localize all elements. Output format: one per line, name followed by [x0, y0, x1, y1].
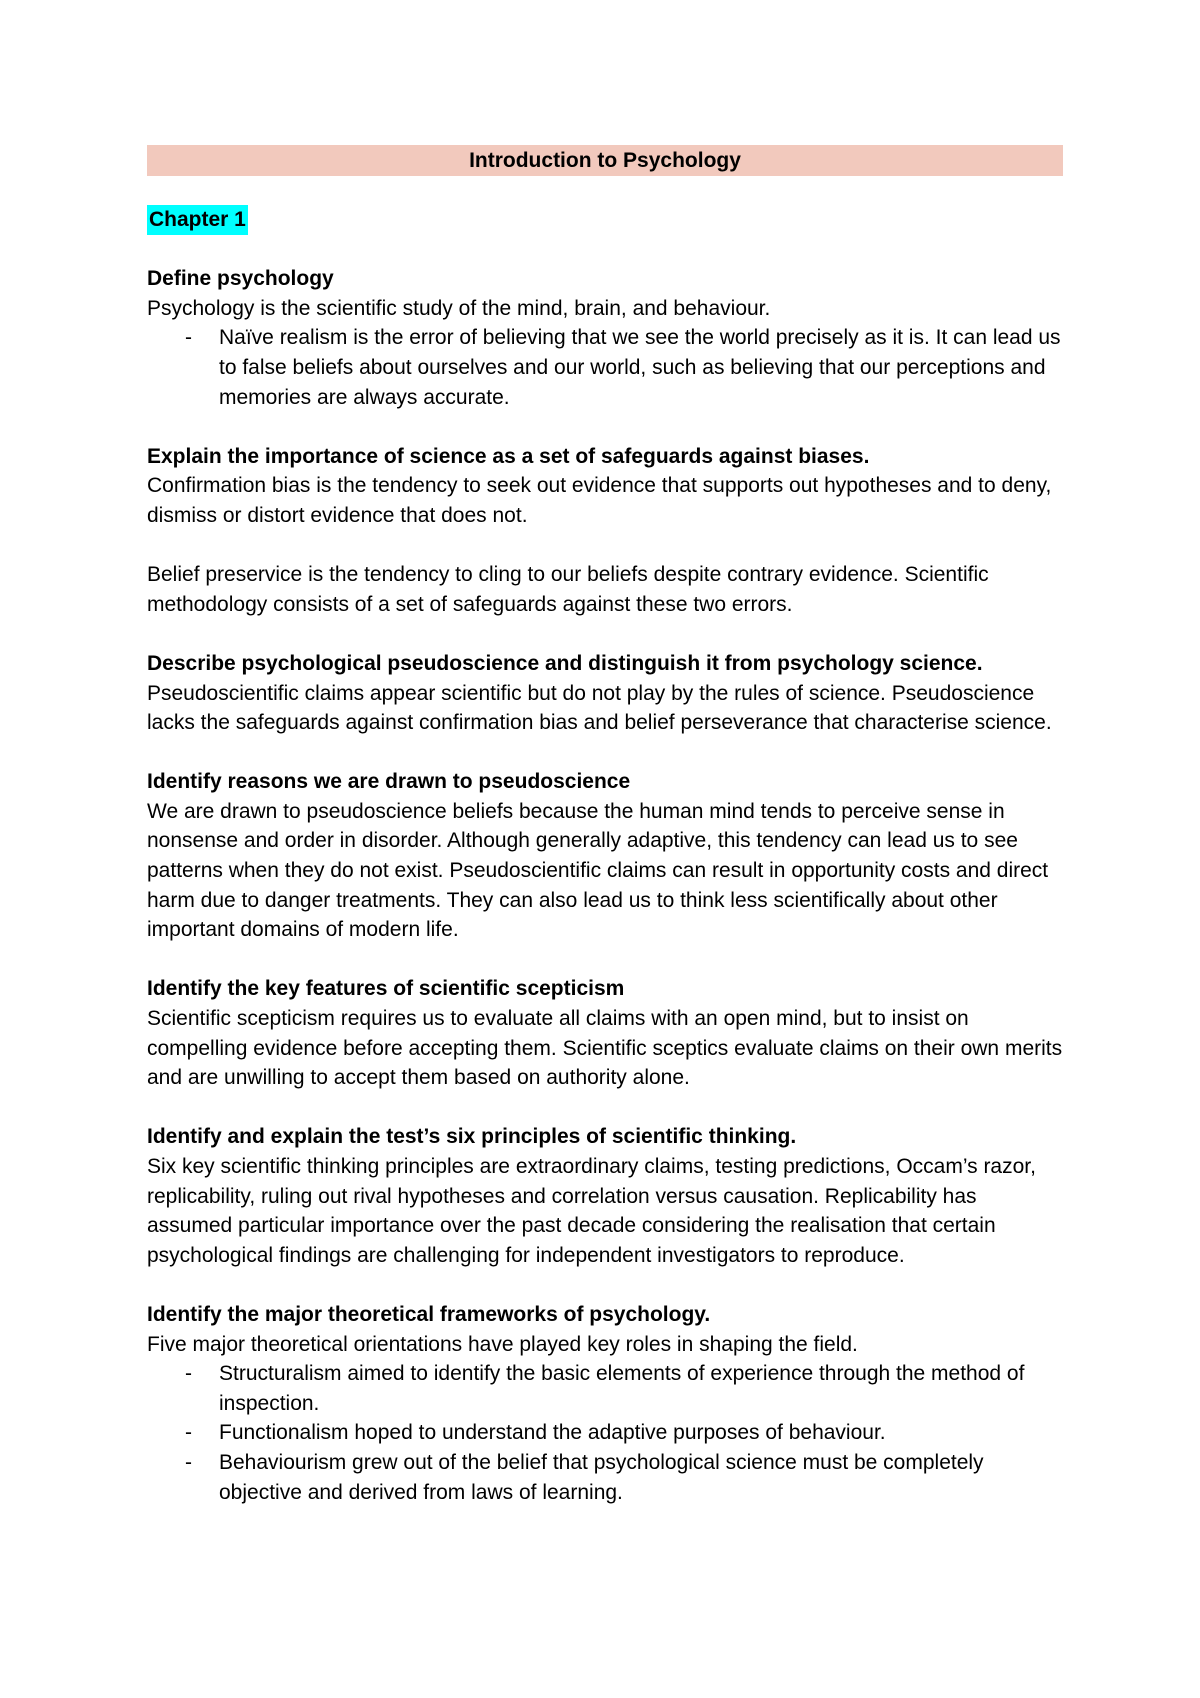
bullet-item: - Functionalism hoped to understand the adaptive purposes of behaviour. [147, 1418, 1063, 1448]
section-heading: Describe psychological pseudoscience and distinguish it from psychology science. [147, 651, 983, 675]
section-heading: Define psychology [147, 267, 334, 291]
section-heading: Identify reasons we are drawn to pseudoscience [147, 770, 631, 794]
bullet-item: - Behaviourism grew out of the belief that psychological science must be completely objective and derived from laws of learning. [147, 1448, 1063, 1507]
bullet-list [147, 323, 1063, 412]
section-paragraph: Pseudoscientific claims appear scientific but do not play by the rules of science. Pseudoscience lacks the safeguards against confirmation bias and belief perseverance that characterise science. [147, 681, 1052, 735]
section-heading: Identify the major theoretical frameworks of psychology. [147, 1302, 711, 1326]
chapter-heading: Chapter 1 [147, 205, 248, 235]
section-science-safeguards [147, 442, 1063, 620]
bullet-item: - Structuralism aimed to identify the basic elements of experience through the method of inspection. [147, 1359, 1063, 1418]
section-six-principles [147, 1122, 1063, 1270]
section-paragraph: Five major theoretical orientations have played key roles in shaping the field. [147, 1332, 858, 1356]
bullet-item: - Naïve realism is the error of believing that we see the world precisely as it is. It can lead us to false beliefs about ourselves and our world, such as believing that our perceptions and memories are always accurate. [147, 323, 1063, 412]
section-heading: Explain the importance of science as a set of safeguards against biases. [147, 444, 870, 468]
bullet-list [147, 1359, 1063, 1507]
section-paragraph: Psychology is the scientific study of the mind, brain, and behaviour. [147, 296, 771, 320]
section-heading: Identify the key features of scientific scepticism [147, 977, 625, 1001]
section-scientific-scepticism [147, 974, 1063, 1092]
section-define-psychology [147, 264, 1063, 412]
section-paragraph: Scientific scepticism requires us to evaluate all claims with an open mind, but to insist on compelling evidence before accepting them. Scientific sceptics evaluate claims on their own merits and are unwilling to accept them based on authority alone. [147, 1007, 1063, 1090]
section-paragraph: Belief preservice is the tendency to cling to our beliefs despite contrary evidence. Scientific methodology consists of a set of safeguards against these two errors. [147, 563, 989, 616]
section-pseudoscience [147, 649, 1063, 738]
section-paragraph: Confirmation bias is the tendency to seek out evidence that supports out hypotheses and to deny, dismiss or distort evidence that does not. [147, 474, 1052, 527]
section-drawn-to-pseudoscience [147, 767, 1063, 945]
section-paragraph: We are drawn to pseudoscience beliefs because the human mind tends to perceive sense in nonsense and order in disorder. Although generally adaptive, this tendency can lead us to see patterns when they do not exist. Pseudoscientific claims can result in opportunity costs and direct harm due to danger treatments. They can also lead us to think less scientifically about other important domains of modern life. [147, 799, 1049, 942]
section-heading: Identify and explain the test’s six principles of scientific thinking. [147, 1125, 797, 1149]
document-title: Introduction to Psychology [147, 145, 1063, 176]
document-body [147, 145, 1063, 1507]
section-paragraph: Six key scientific thinking principles are extraordinary claims, testing predictions, Occam’s razor, replicability, ruling out rival hypotheses and correlation versus causation. Replicability has assumed particular importance over the past decade considering the realisation that certain psychological findings are challenging for independent investigators to reproduce. [147, 1155, 1036, 1267]
section-theoretical-frameworks [147, 1300, 1063, 1507]
